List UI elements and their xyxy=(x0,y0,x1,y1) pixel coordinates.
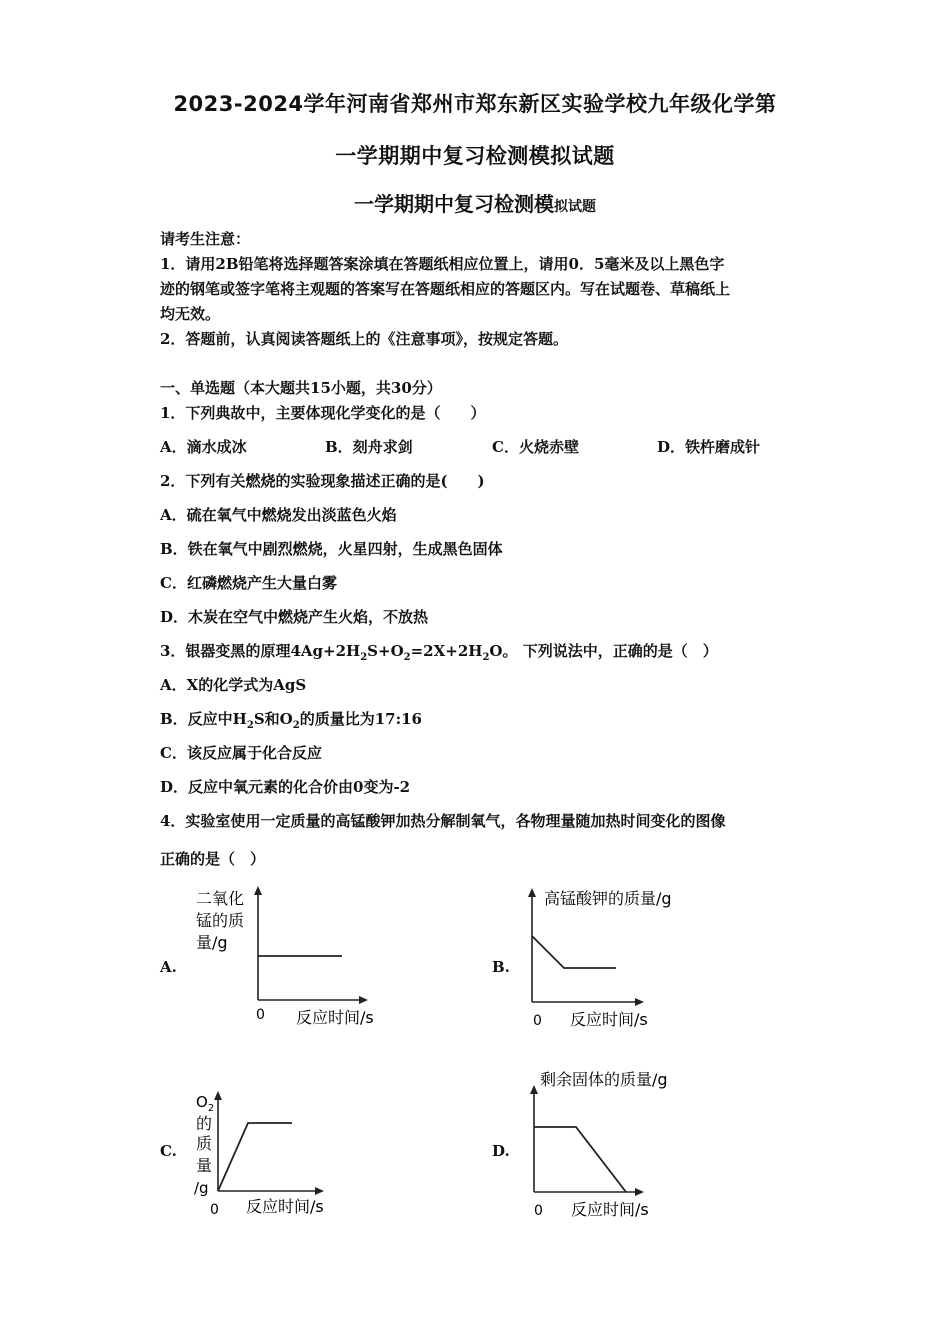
graph-d-xlabel: 反应时间/s xyxy=(571,1200,649,1219)
graph-d-origin: 0 xyxy=(534,1203,543,1219)
graph-d-y-arrow xyxy=(530,1085,538,1094)
title-line-3-small: 拟试题 xyxy=(554,199,596,215)
q2-stem: 2．下列有关燃烧的实验现象描述正确的是( ) xyxy=(160,472,485,490)
q3-b-pre: B．反应中H xyxy=(160,710,247,728)
graph-b xyxy=(520,880,720,1035)
q3-option-b xyxy=(160,708,800,731)
graph-a-ylabel-3: 量/g xyxy=(196,933,228,952)
q4-option-a-label: A. xyxy=(160,958,177,976)
title-line-3-big: 一学期期中复习检测模 xyxy=(354,192,554,216)
graph-d-curve xyxy=(534,1127,626,1192)
graph-b-origin: 0 xyxy=(533,1013,542,1029)
q3-b-sub1: 2 xyxy=(246,720,254,731)
q3-stem xyxy=(160,640,800,663)
q3-option-d: D．反应中氧元素的化合价由0变为-2 xyxy=(160,778,411,796)
graph-a-ylabel-2: 锰的质 xyxy=(196,911,245,930)
graph-a-y-arrow xyxy=(254,886,262,895)
graph-c xyxy=(190,1085,390,1225)
q1-option-a: A．滴水成冰 xyxy=(160,438,247,456)
q3-eq-sub2: 2 xyxy=(403,652,411,663)
q1-option-c: C．火烧赤壁 xyxy=(492,438,579,456)
graph-c-y-arrow xyxy=(214,1091,222,1100)
q3-option-a: A．X的化学式为AgS xyxy=(160,676,307,694)
q3-option-c: C．该反应属于化合反应 xyxy=(160,744,322,762)
q1-stem: 1．下列典故中，主要体现化学变化的是（ ） xyxy=(160,404,486,422)
graph-c-ylabel-o-sub: 2 xyxy=(207,1103,215,1114)
q3-eq-sub3: 2 xyxy=(482,652,490,663)
graph-d-ylabel: 剩余固体的质量/g xyxy=(540,1070,668,1089)
notice-item-1b: 迹的钢笔或签字笔将主观题的答案写在答题纸相应的答题区内。写在试题卷、草稿纸上 xyxy=(160,280,731,298)
notice-item-1c: 均无效。 xyxy=(160,305,221,323)
q3-stem-post: 。 下列说法中，正确的是（ ） xyxy=(502,642,718,660)
graph-c-ylabel-4: /g xyxy=(194,1179,209,1197)
q3-eq-part2: S+O xyxy=(367,642,404,660)
q3-b-mid: S和O xyxy=(253,710,293,728)
graph-a-x-arrow xyxy=(359,996,368,1004)
graph-b-xlabel: 反应时间/s xyxy=(570,1010,648,1029)
q4-option-c-label: C. xyxy=(160,1142,177,1160)
graph-c-ylabel-o xyxy=(196,1093,214,1114)
graph-a-origin: 0 xyxy=(256,1007,265,1023)
q4-option-b-label: B. xyxy=(492,958,510,976)
graph-b-ylabel: 高锰酸钾的质量/g xyxy=(544,889,672,908)
graph-b-curve xyxy=(532,936,616,968)
graph-a-xlabel: 反应时间/s xyxy=(296,1008,374,1027)
title-line-3 xyxy=(0,188,950,217)
graph-a-ylabel-1: 二氧化 xyxy=(196,889,245,908)
graph-a xyxy=(190,880,390,1030)
graph-c-curve xyxy=(218,1123,292,1191)
q4-stem-a: 4．实验室使用一定质量的高锰酸钾加热分解制氧气，各物理量随加热时间变化的图像 xyxy=(160,812,726,830)
q2-option-b: B．铁在氧气中剧烈燃烧，火星四射，生成黑色固体 xyxy=(160,540,503,558)
q4-stem-b: 正确的是（ ） xyxy=(160,850,266,868)
section-heading: 一、单选题（本大题共15小题，共30分） xyxy=(160,379,442,397)
graph-c-x-arrow xyxy=(315,1187,324,1195)
q3-eq-part3: =2X+2H xyxy=(410,642,483,660)
q3-eq-part4: O xyxy=(489,642,503,660)
notice-item-2: 2．答题前，认真阅读答题纸上的《注意事项》，按规定答题。 xyxy=(160,330,568,348)
graph-c-ylabel-2: 质 xyxy=(196,1134,213,1153)
title-line-1: 2023-2024学年河南省郑州市郑东新区实验学校九年级化学第 xyxy=(173,92,777,116)
q1-option-d: D．铁杵磨成针 xyxy=(657,438,761,456)
notice-item-1a: 1．请用2B铅笔将选择题答案涂填在答题纸相应位置上，请用0．5毫米及以上黑色字 xyxy=(160,255,725,273)
q4-option-d-label: D. xyxy=(492,1142,510,1160)
graph-c-ylabel-o-letter: O xyxy=(196,1093,208,1111)
notice-heading: 请考生注意： xyxy=(160,230,251,248)
graph-d-x-arrow xyxy=(635,1188,644,1196)
q2-option-d: D．木炭在空气中燃烧产生火焰，不放热 xyxy=(160,608,429,626)
title-line-2: 一学期期中复习检测模拟试题 xyxy=(335,144,615,168)
graph-c-origin: 0 xyxy=(210,1202,219,1218)
graph-c-xlabel: 反应时间/s xyxy=(246,1197,324,1216)
q3-eq-sub1: 2 xyxy=(360,652,368,663)
q3-b-post: 的质量比为17:16 xyxy=(299,710,422,728)
graph-b-y-arrow xyxy=(528,888,536,897)
q3-eq-part1: 4Ag+2H xyxy=(290,642,361,660)
graph-b-x-arrow xyxy=(635,998,644,1006)
graph-c-ylabel-3: 量 xyxy=(196,1156,213,1175)
q3-b-sub2: 2 xyxy=(292,720,300,731)
graph-d xyxy=(520,1065,720,1225)
q2-option-a: A．硫在氧气中燃烧发出淡蓝色火焰 xyxy=(160,506,397,524)
q2-option-c: C．红磷燃烧产生大量白雾 xyxy=(160,574,337,592)
graph-c-ylabel-1: 的 xyxy=(196,1114,213,1133)
q1-option-b: B．刻舟求剑 xyxy=(325,438,413,456)
q3-stem-pre: 3．银器变黑的原理 xyxy=(160,642,291,660)
